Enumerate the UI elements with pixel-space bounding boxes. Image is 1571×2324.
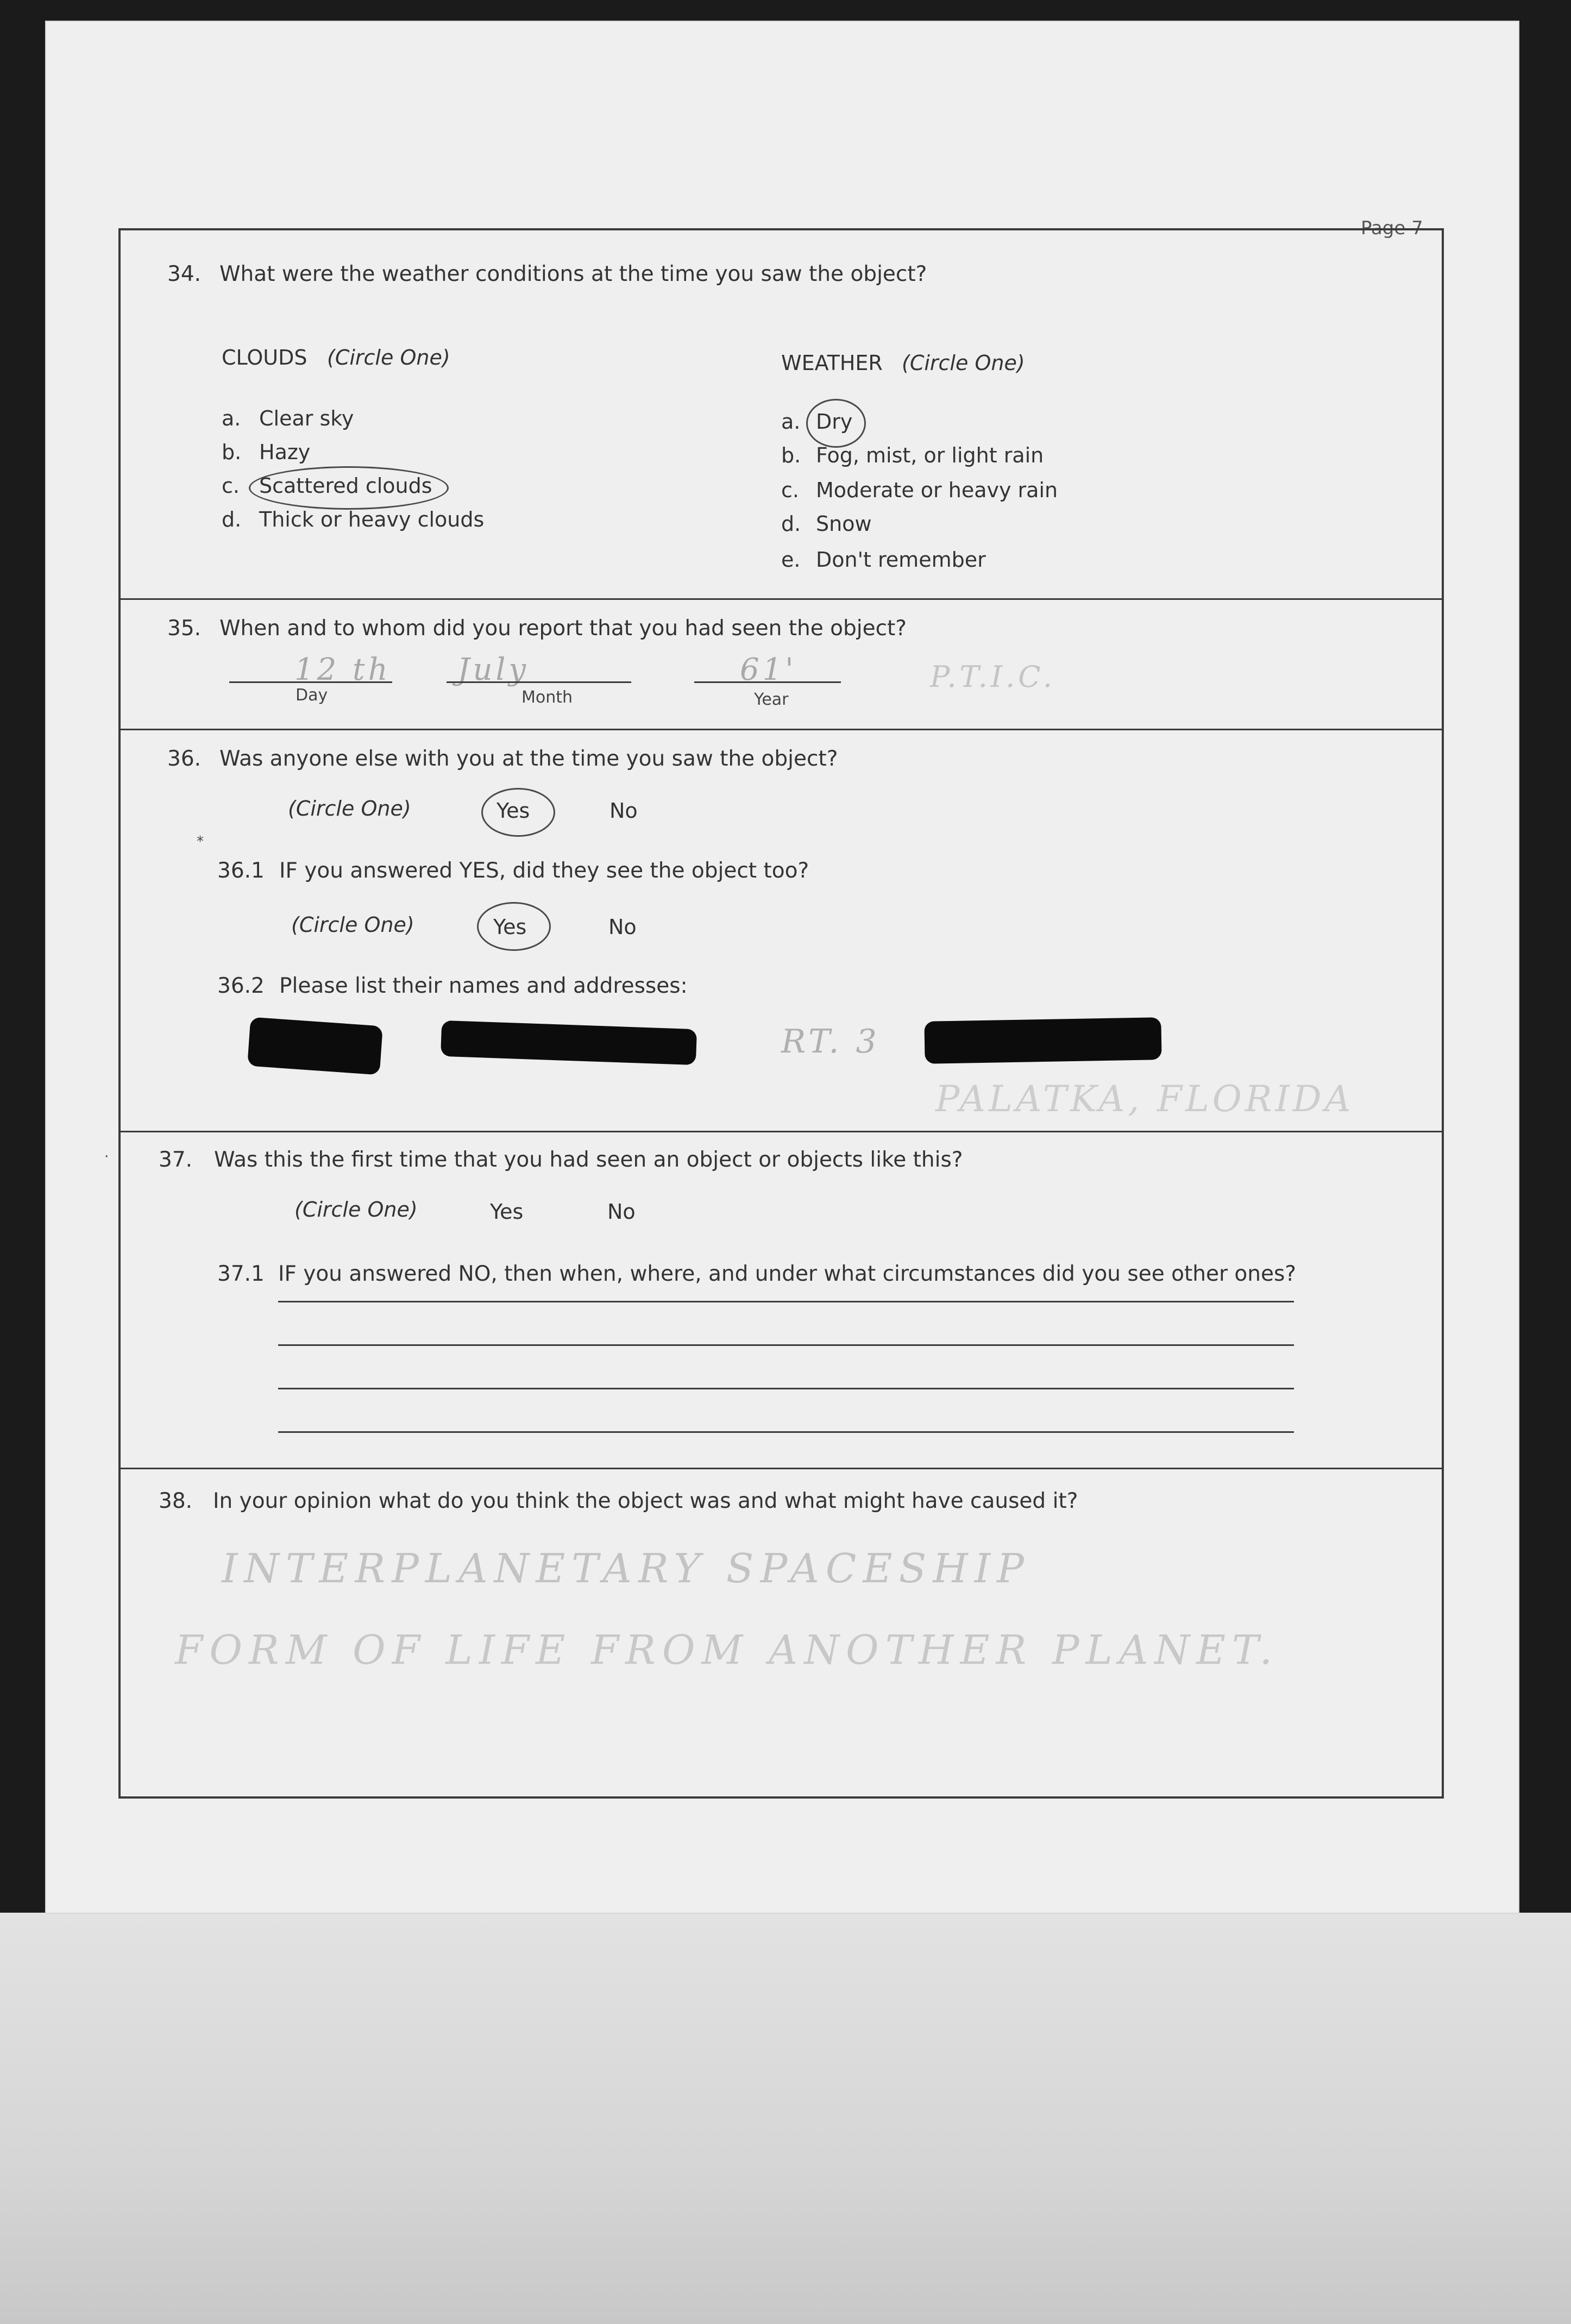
q36-1-yes-circle-mark — [477, 902, 551, 951]
q37-number: 37. — [159, 1148, 193, 1172]
weather-option-dry: Dry — [816, 410, 853, 434]
clouds-option-thick: Thick or heavy clouds — [259, 508, 485, 531]
q38-number: 38. — [159, 1489, 193, 1513]
q35-number: 35. — [167, 616, 202, 641]
section-37 — [104, 1132, 1442, 1469]
weather-option-letter: a. — [781, 410, 801, 434]
section-34 — [121, 230, 1442, 600]
weather-option-dont-remember: Don't remember — [816, 548, 986, 572]
weather-option-letter: e. — [781, 548, 801, 572]
clouds-option-scattered: Scattered clouds — [259, 474, 432, 498]
q36-1-no-option: No — [608, 915, 637, 939]
q36-yes-option: Yes — [497, 799, 530, 823]
day-line — [229, 681, 392, 683]
address-route-handwriting: RT. 3 — [781, 1023, 880, 1061]
weather-option-letter: d. — [781, 512, 801, 536]
scan-background — [0, 1913, 1571, 2324]
q37-yes-option: Yes — [490, 1200, 524, 1224]
dry-circle-mark — [806, 399, 866, 448]
weather-option-letter: c. — [781, 478, 799, 502]
q35-question: When and to whom did you report that you had seen the object? — [219, 616, 907, 641]
q37-1-number: 37.1 — [217, 1262, 265, 1286]
weather-instruction: (Circle One) — [902, 351, 1025, 375]
redaction-bar — [247, 1017, 383, 1075]
q34-number: 34. — [167, 262, 202, 286]
weather-option-moderate: Moderate or heavy rain — [816, 478, 1058, 502]
clouds-header: CLOUDS — [222, 346, 307, 369]
q36-1-yes-option: Yes — [493, 915, 527, 939]
stray-mark: * — [197, 834, 204, 850]
answer-line — [278, 1388, 1294, 1389]
page-number: Page 7 — [1361, 217, 1423, 239]
year-line — [694, 681, 841, 683]
section-35 — [121, 600, 1442, 730]
clouds-option-letter: c. — [222, 474, 240, 498]
q36-no-option: No — [609, 799, 638, 823]
recipient-handwriting: P.T.I.C. — [930, 660, 1055, 694]
clouds-instruction: (Circle One) — [327, 346, 450, 369]
clouds-option-letter: b. — [222, 440, 242, 464]
answer-line — [278, 1301, 1294, 1302]
answer-handwriting-line2: FORM OF LIFE FROM ANOTHER PLANET. — [175, 1627, 1279, 1674]
clouds-option-clear-sky: Clear sky — [259, 406, 354, 430]
section-38 — [121, 1469, 1442, 1801]
q38-question: In your opinion what do you think the object was and what might have caused it? — [213, 1489, 1078, 1513]
q36-number: 36. — [167, 747, 202, 771]
clouds-option-hazy: Hazy — [259, 440, 311, 464]
clouds-option-letter: d. — [222, 508, 242, 531]
q34-question: What were the weather conditions at the time you saw the object? — [219, 262, 927, 286]
q36-1-number: 36.1 — [217, 859, 265, 883]
q36-question: Was anyone else with you at the time you saw the object? — [219, 747, 838, 771]
q36-yes-circle-mark — [481, 788, 555, 837]
answer-line — [278, 1344, 1294, 1346]
weather-option-fog: Fog, mist, or light rain — [816, 443, 1044, 467]
q37-question: Was this the first time that you had seen an object or objects like this? — [214, 1148, 963, 1172]
section-36 — [121, 730, 1442, 1132]
month-line — [447, 681, 631, 683]
year-handwriting: 61' — [740, 652, 797, 687]
q36-2-question: Please list their names and addresses: — [279, 974, 688, 998]
questionnaire-form — [104, 228, 1444, 1799]
clouds-option-letter: a. — [222, 406, 241, 430]
day-handwriting: 12 th — [294, 652, 391, 687]
q37-1-question: IF you answered NO, then when, where, and under what circumstances did you see other ones? — [278, 1262, 1296, 1286]
month-handwriting: July — [457, 652, 530, 687]
q36-2-number: 36.2 — [217, 974, 265, 998]
weather-option-letter: b. — [781, 443, 801, 467]
stray-mark: · — [104, 1149, 109, 1165]
answer-line — [278, 1431, 1294, 1433]
q36-1-instruction: (Circle One) — [291, 913, 414, 937]
month-label: Month — [521, 688, 573, 707]
q37-instruction: (Circle One) — [294, 1198, 418, 1221]
scattered-clouds-circle-mark — [249, 466, 449, 510]
day-label: Day — [296, 686, 328, 705]
q37-no-option: No — [607, 1200, 636, 1224]
q36-1-question: IF you answered YES, did they see the object too? — [279, 859, 809, 883]
q36-instruction: (Circle One) — [288, 797, 411, 820]
redaction-bar — [441, 1020, 697, 1065]
year-label: Year — [754, 690, 789, 709]
address-city-handwriting: PALATKA, FLORIDA — [935, 1078, 1354, 1120]
answer-handwriting-line1: INTERPLANETARY SPACESHIP — [222, 1545, 1030, 1592]
weather-option-snow: Snow — [816, 512, 872, 536]
redaction-bar — [924, 1017, 1161, 1064]
weather-header: WEATHER — [781, 351, 883, 375]
